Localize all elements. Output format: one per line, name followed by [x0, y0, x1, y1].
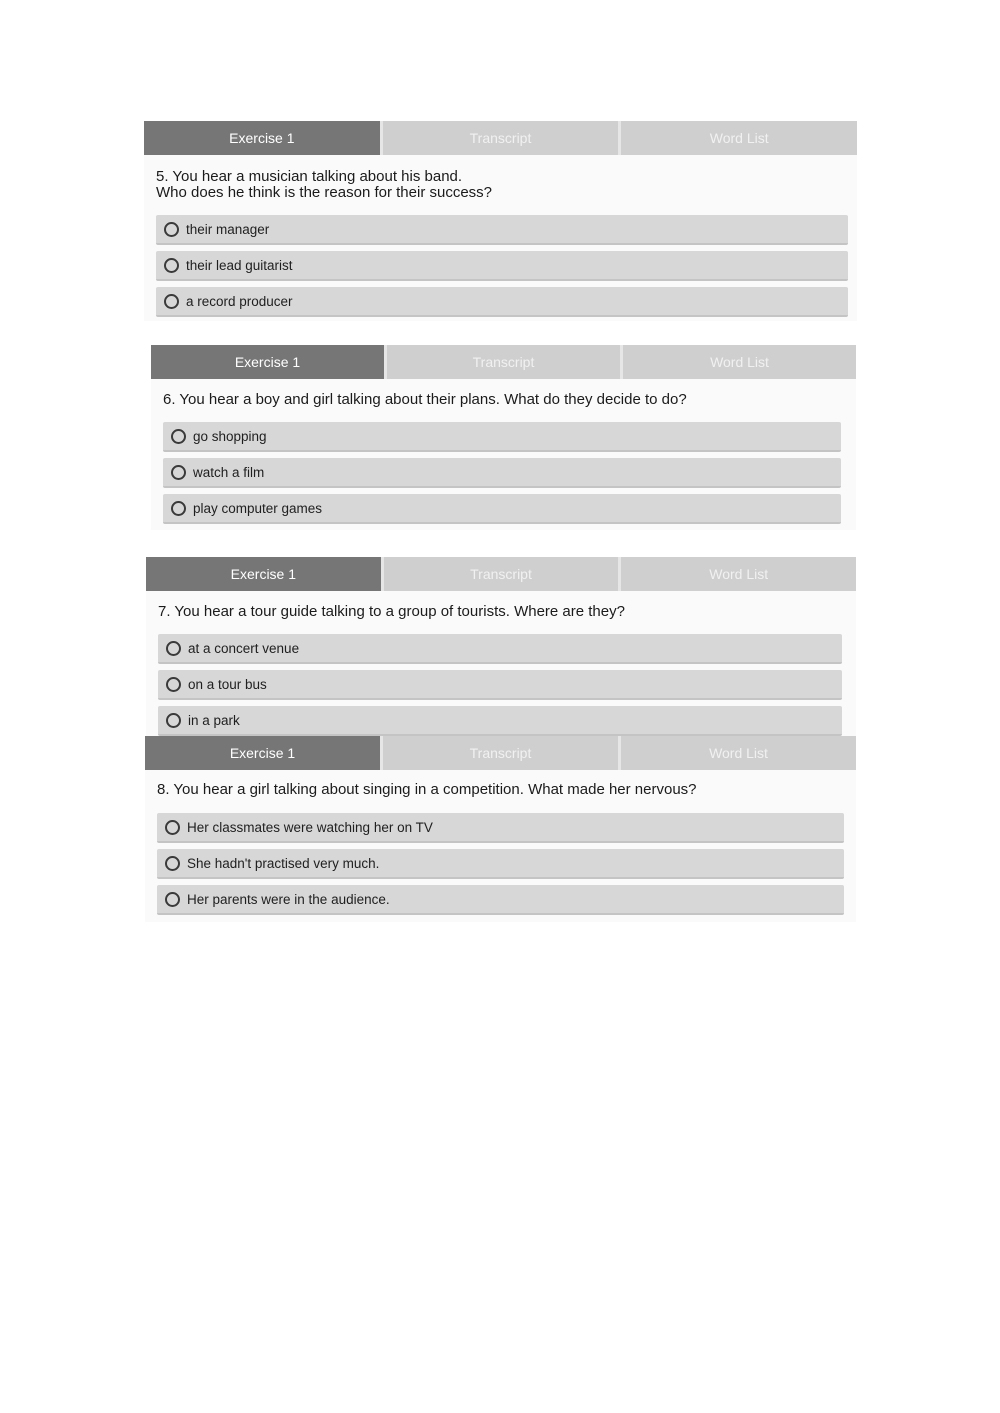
- question-text: 6. You hear a boy and girl talking about their plans. What do they decide to do?: [163, 391, 687, 408]
- question-text: 5. You hear a musician talking about his band. Who does he think is the reason for their success?: [156, 168, 493, 201]
- answer-option[interactable]: [156, 215, 848, 245]
- option-label: at a concert venue: [188, 641, 300, 656]
- radio-icon[interactable]: [165, 856, 180, 871]
- option-label: their lead guitarist: [186, 258, 293, 273]
- option-label: Her classmates were watching her on TV: [187, 820, 433, 835]
- tab-transcript[interactable]: Transcript: [383, 736, 618, 770]
- exercise-panel-q8: [145, 736, 856, 922]
- tab-word-list[interactable]: Word List: [623, 345, 856, 379]
- option-label: in a park: [188, 713, 240, 728]
- tab-exercise[interactable]: Exercise 1: [146, 557, 381, 591]
- tab-exercise[interactable]: Exercise 1: [145, 736, 380, 770]
- answer-option[interactable]: [158, 706, 842, 736]
- answer-option[interactable]: [157, 813, 844, 843]
- radio-icon[interactable]: [171, 465, 186, 480]
- exercise-panel-q5: [144, 121, 857, 321]
- option-label: on a tour bus: [188, 677, 267, 692]
- answer-options: [157, 813, 844, 921]
- option-label: go shopping: [193, 429, 267, 444]
- radio-icon[interactable]: [165, 820, 180, 835]
- radio-icon[interactable]: [165, 892, 180, 907]
- tab-transcript[interactable]: Transcript: [387, 345, 620, 379]
- answer-option[interactable]: [158, 634, 842, 664]
- answer-option[interactable]: [156, 287, 848, 317]
- tab-transcript[interactable]: Transcript: [384, 557, 619, 591]
- exercise-panel-q7: [146, 557, 856, 737]
- radio-icon[interactable]: [171, 501, 186, 516]
- answer-options: [163, 422, 841, 530]
- option-label: Her parents were in the audience.: [187, 892, 390, 907]
- tab-bar: [146, 557, 856, 591]
- answer-option[interactable]: [156, 251, 848, 281]
- option-label: a record producer: [186, 294, 293, 309]
- question-text: 8. You hear a girl talking about singing in a competition. What made her nervous?: [157, 781, 697, 798]
- tab-bar: [145, 736, 856, 770]
- tab-word-list[interactable]: Word List: [621, 557, 856, 591]
- tab-exercise[interactable]: Exercise 1: [144, 121, 380, 155]
- tab-transcript[interactable]: Transcript: [383, 121, 619, 155]
- answer-option[interactable]: [157, 849, 844, 879]
- answer-option[interactable]: [163, 422, 841, 452]
- exercise-panel-q6: [151, 345, 856, 530]
- answer-option[interactable]: [163, 458, 841, 488]
- answer-options: [158, 634, 842, 737]
- tab-bar: [151, 345, 856, 379]
- answer-option[interactable]: [163, 494, 841, 524]
- option-label: play computer games: [193, 501, 323, 516]
- tab-word-list[interactable]: Word List: [621, 121, 857, 155]
- radio-icon[interactable]: [164, 258, 179, 273]
- radio-icon[interactable]: [171, 429, 186, 444]
- radio-icon[interactable]: [164, 222, 179, 237]
- answer-option[interactable]: [157, 885, 844, 915]
- option-label: watch a film: [193, 465, 265, 480]
- radio-icon[interactable]: [166, 713, 181, 728]
- answer-options: [156, 215, 848, 323]
- option-label: She hadn't practised very much.: [187, 856, 380, 871]
- answer-option[interactable]: [158, 670, 842, 700]
- tab-exercise[interactable]: Exercise 1: [151, 345, 384, 379]
- tab-bar: [144, 121, 857, 155]
- tab-word-list[interactable]: Word List: [621, 736, 856, 770]
- radio-icon[interactable]: [164, 294, 179, 309]
- radio-icon[interactable]: [166, 641, 181, 656]
- question-text: 7. You hear a tour guide talking to a group of tourists. Where are they?: [158, 603, 625, 620]
- option-label: their manager: [186, 222, 270, 237]
- radio-icon[interactable]: [166, 677, 181, 692]
